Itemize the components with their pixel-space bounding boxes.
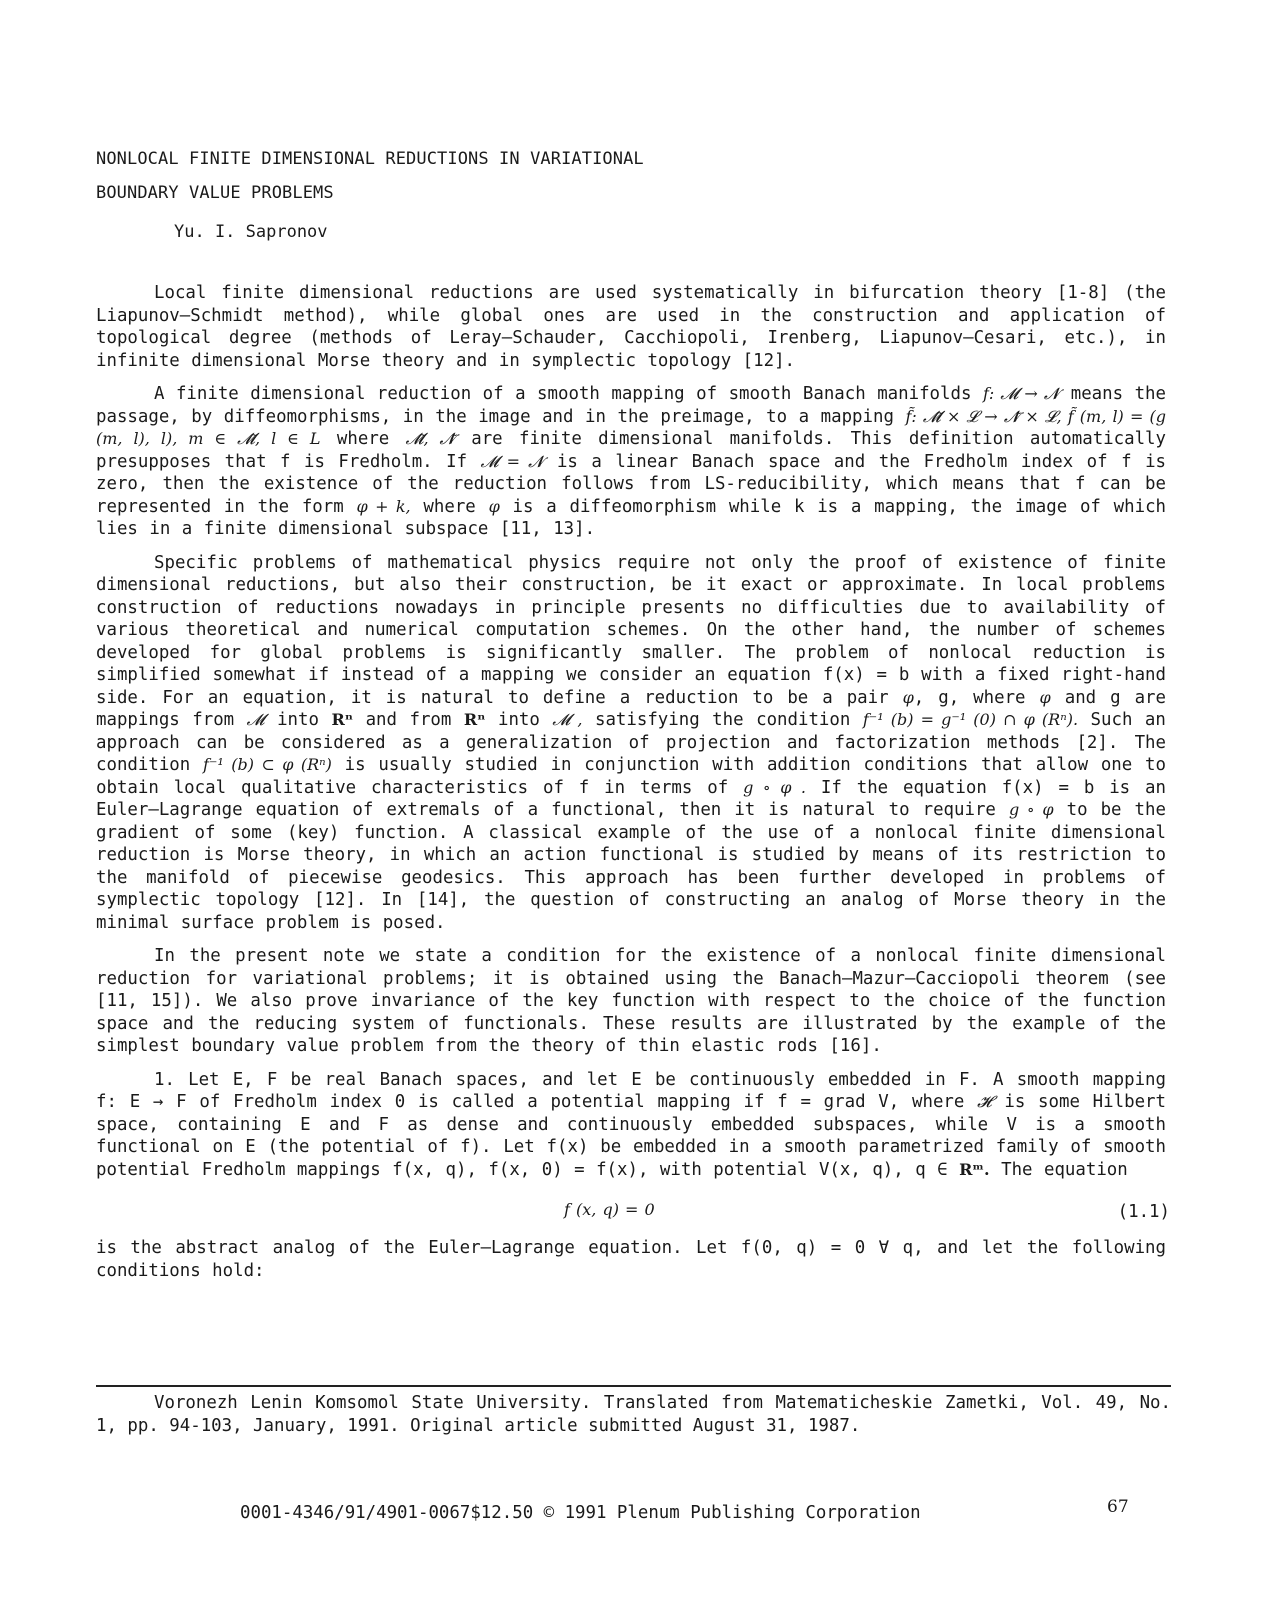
text: is some Hilbert space, containing E and F as dense and continuously embedded subspaces, while V is a smooth functional on E (the potential of f). Let f(x) be embedded in a smooth parametrized family of smooth potential Fredholm mappings f(x, q), f(x, 0) = f(x), with potential V(x, q), q ∈ <box>96 1092 1166 1180</box>
formula: f̃: 𝓜̃ × 𝓛 → 𝓝̃ × 𝓛, f̃ (m, l) = (g (m, l), l), m ∈ 𝓜̃, l ∈ L <box>96 406 1166 448</box>
formula: g ∘ φ <box>1008 800 1054 819</box>
author-name: Yu. I. Sapronov <box>174 222 328 242</box>
formula: g ∘ φ . <box>743 777 806 797</box>
formula: Rⁿ <box>463 710 486 729</box>
formula: 𝓜̃, 𝓝̃ <box>405 429 455 448</box>
text: Specific problems of mathematical physics require not only the proof of existence of finite dimensional reductions, but also their construction, be it exact or approximate. In local problems construction of reductions nowadays in principle presents no difficulties due to availability of various theoretical and numerical computation schemes. On the other hand, the number of schemes developed for global problems is significantly smaller. The problem of nonlocal reduction is simplified somewhat if instead of a mapping we consider an equation f(x) = b with a fixed right-hand side. For an equation, it is natural to define a reduction to be a pair <box>96 552 1166 708</box>
formula: f⁻¹ (b) ⊂ φ (Rⁿ) <box>203 755 332 774</box>
paragraph-5 <box>96 1069 1166 1182</box>
formula: φ + k, <box>356 496 411 516</box>
text: If the equation f(x) = b is an Euler–Lagrange equation of extremals of a functional, then it is natural to require <box>96 777 1166 820</box>
text: Such an approach can be considered as a generalization of projection and factorization methods [2]. The condition <box>96 710 1166 775</box>
paper-title <box>96 142 644 210</box>
text: is a linear Banach space and the Fredholm index of f is zero, then the existence of the reduction follows from LS-reducibility, which means that f can be represented in the form <box>96 451 1167 517</box>
paragraph-1: Local finite dimensional reductions are used systematically in bifurcation theory [1-8] (the Liapunov–Schmidt method), while global ones are used in the construction and application of topological degree (methods of Leray–Schauder, Cacchiopoli, Irenberg, Liapunov–Cesari, etc.), in infinite dimensional Morse theory and in symplectic topology [12]. <box>96 283 1166 371</box>
formula: f: 𝓜 → 𝓝 <box>982 384 1060 403</box>
formula: φ <box>902 687 914 707</box>
text: satisfying the condition <box>594 710 851 730</box>
text: and g are mappings from <box>96 687 1166 730</box>
text: is usually studied in conjunction with addition conditions that allow one to obtain local qualitative characteristics of f in terms of <box>96 755 1166 798</box>
text: into <box>277 710 319 730</box>
footnote-divider <box>96 1385 1171 1387</box>
text: where <box>423 496 476 517</box>
equation-1-1 <box>96 1195 1170 1229</box>
text: means the passage, by diffeomorphisms, in the image and in the preimage, to a mapping <box>96 384 1166 427</box>
formula: φ <box>488 496 500 516</box>
title-line-1: NONLOCAL FINITE DIMENSIONAL REDUCTIONS IN VARIATIONAL <box>96 149 644 169</box>
title-line-2: BOUNDARY VALUE PROBLEMS <box>96 183 334 203</box>
formula: 𝓜 <box>246 710 265 729</box>
text: 1. Let E, F be real Banach spaces, and let E be continuously embedded in F. A smooth mapping f: E → F of Fredholm index 0 is called a potential mapping if f = grad V, where <box>96 1069 1166 1112</box>
formula: 𝓗 <box>977 1092 992 1111</box>
formula: φ <box>1039 687 1051 707</box>
paragraph-4: In the present note we state a condition for the existence of a nonlocal finite dimensional reduction for variational problems; it is obtained using the Banach–Mazur–Cacciopoli theorem (see [11, 15]). We also prove invariance of the key function with respect to the choice of the function space and the reducing system of functionals. These results are illustrated by the example of the simplest boundary value problem from the theory of thin elastic rods [16]. <box>96 946 1166 1056</box>
formula: Rᵐ. <box>959 1159 990 1179</box>
paragraph-2 <box>96 383 1166 541</box>
text: into <box>497 710 540 730</box>
text: , g, where <box>913 687 1026 708</box>
formula: 𝓜 , <box>552 710 583 729</box>
equation-number: (1.1) <box>1117 1202 1170 1222</box>
formula: f⁻¹ (b) = g⁻¹ (0) ∩ φ (Rⁿ). <box>862 710 1079 729</box>
formula: 𝓜 = 𝓝 <box>480 451 544 471</box>
affiliation-footnote: Voronezh Lenin Komsomol State University. Translated from Matematicheskie Zametki, Vol. 49, No. 1, pp. 94-103, January, 1991. Original article submitted August 31, 1987. <box>96 1393 1171 1436</box>
text: The equation <box>1001 1159 1128 1180</box>
text: and from <box>365 710 452 730</box>
text: is a diffeomorphism while k is a mapping, the image of which lies in a finite dimensional subspace [11, 13]. <box>96 496 1167 539</box>
equation-body: f (x, q) = 0 <box>564 1200 655 1219</box>
text: A finite dimensional reduction of a smooth mapping of smooth Banach manifolds <box>154 384 972 404</box>
page-number: 67 <box>1107 1497 1129 1517</box>
paragraph-6: is the abstract analog of the Euler–Lagrange equation. Let f(0, q) = 0 ∀ q, and let the following conditions hold: <box>96 1238 1166 1281</box>
paragraph-3 <box>96 552 1166 935</box>
copyright-line: 0001-4346/91/4901-0067$12.50 © 1991 Plenum Publishing Corporation <box>240 1503 921 1523</box>
formula: Rⁿ <box>331 710 354 729</box>
text: where <box>336 429 390 449</box>
article-body <box>96 282 1170 1293</box>
text: to be the gradient of some (key) function. A classical example of the use of a nonlocal finite dimensional reduction is Morse theory, in which an action functional is studied by means of its restriction to the manifold of piecewise geodesics. This approach has been further developed in problems of symplectic topology [12]. In [14], the question of constructing an analog of Morse theory in the minimal surface problem is posed. <box>96 800 1166 933</box>
text: are finite dimensional manifolds. This definition automatically presupposes that f is Fredholm. If <box>96 429 1166 472</box>
